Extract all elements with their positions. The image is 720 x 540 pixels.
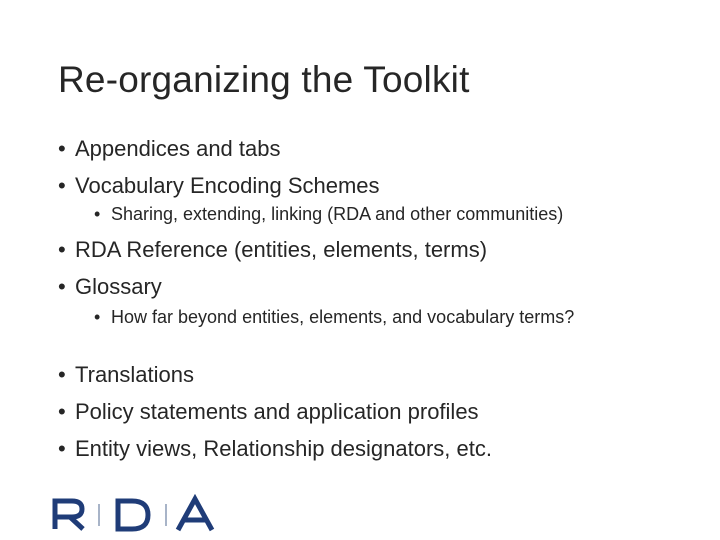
- bullet-item: [58, 435, 492, 463]
- bullet-text: RDA Reference (entities, elements, terms): [75, 237, 488, 262]
- bullet-item: [58, 398, 479, 426]
- bullet-glyph: •: [58, 173, 66, 198]
- logo-letter-d: [118, 501, 148, 529]
- bullet-text: Policy statements and application profiles: [75, 399, 479, 424]
- bullet-glyph: •: [58, 274, 66, 299]
- bullet-glyph: •: [94, 307, 101, 327]
- bullet-glyph: •: [58, 399, 66, 424]
- bullet-text: Translations: [75, 362, 195, 387]
- sub-bullet-item: [94, 203, 634, 226]
- bullet-text: Vocabulary Encoding Schemes: [75, 173, 380, 198]
- slide-title: Re-organizing the Toolkit: [58, 59, 470, 100]
- bullet-text: Appendices and tabs: [75, 136, 281, 161]
- bullet-text: Glossary: [75, 274, 162, 299]
- logo-letter-a: [178, 499, 212, 530]
- bullet-item: [58, 135, 281, 163]
- bullet-glyph: •: [58, 362, 66, 387]
- bullet-item: [58, 361, 194, 389]
- sub-bullet-text: Sharing, extending, linking (RDA and other communities): [111, 204, 564, 224]
- sub-bullet-text: How far beyond entities, elements, and vocabulary terms?: [111, 307, 575, 327]
- bullet-item: [58, 172, 380, 200]
- bullet-glyph: •: [58, 136, 66, 161]
- bullet-item: [58, 273, 162, 301]
- bullet-glyph: •: [94, 204, 101, 224]
- sub-bullet-item: [94, 306, 594, 329]
- bullet-item: [58, 236, 487, 264]
- bullet-glyph: •: [58, 436, 66, 461]
- logo-letter-r: [55, 501, 83, 529]
- bullet-glyph: •: [58, 237, 66, 262]
- bullet-text: Entity views, Relationship designators, etc.: [75, 436, 492, 461]
- rda-logo: [50, 494, 220, 534]
